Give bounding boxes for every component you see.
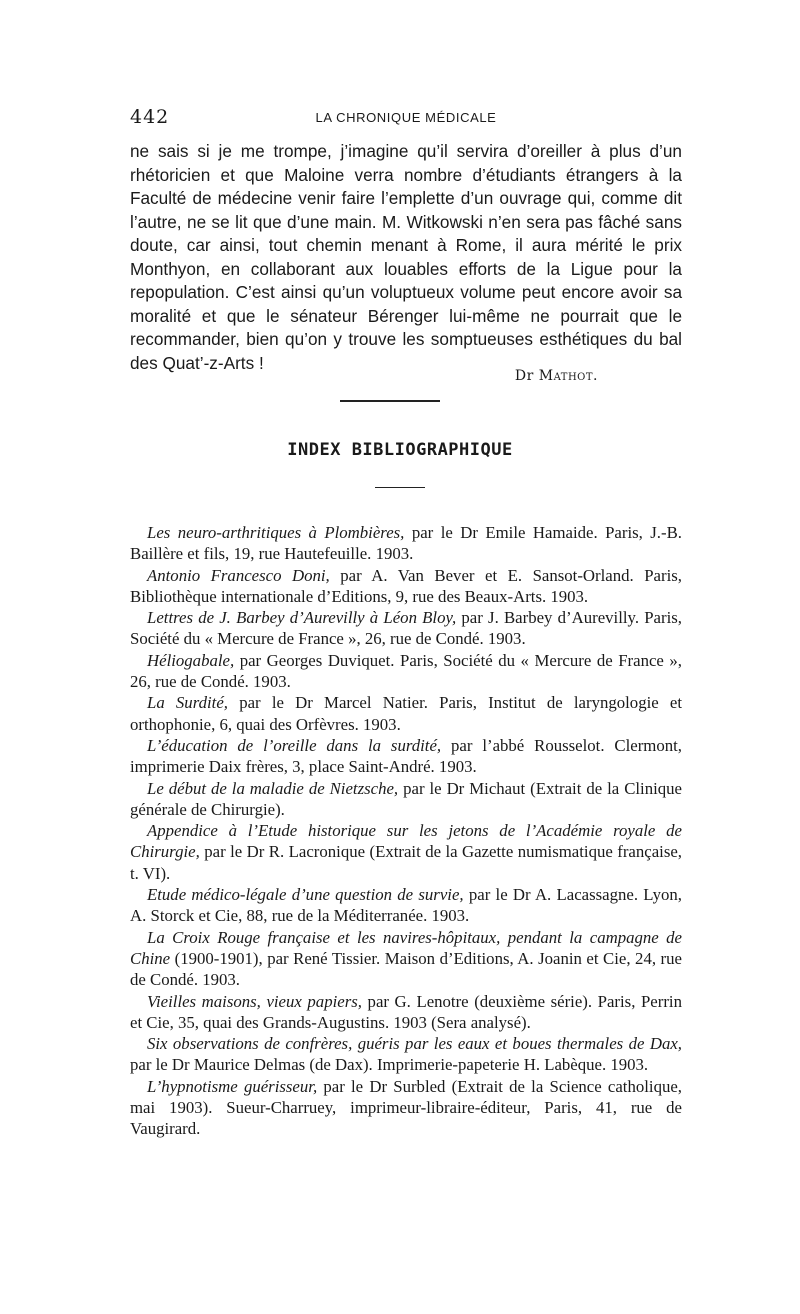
running-title: LA CHRONIQUE MÉDICALE: [315, 110, 497, 125]
entry-title: Etude médico-légale d’une question de survie,: [147, 885, 464, 905]
bibliography-entry: [130, 522, 682, 565]
section-title: INDEX BIBLIOGRAPHIQUE: [287, 440, 513, 460]
entry-title: La Croix Rouge française et les navires-hôpitaux, pendant la campagne de Chine: [130, 927, 682, 968]
entry-details: par G. Lenotre (deuxième série). Paris, Perrin et Cie, 35, quai des Grands-Augustins. 1903 (Sera analysé).: [130, 991, 682, 1032]
entry-details: par le Dr A. Lacassagne. Lyon, A. Storck et Cie, 88, rue de la Méditerranée. 1903.: [130, 885, 682, 926]
entry-title: Appendice à l’Etude historique sur les jetons de l’Académie royale de Chirurgie,: [130, 821, 682, 862]
entry-title: Les neuro-arthritiques à Plombières,: [147, 523, 405, 542]
section-divider: [340, 400, 440, 402]
entry-details: par le Dr Maurice Delmas (de Dax). Imprimerie-papeterie H. Labèque. 1903.: [130, 1055, 649, 1075]
entry-title: L’hypnotisme guérisseur,: [147, 1076, 318, 1096]
bibliography-entry: [130, 1033, 682, 1076]
entry-details: par Georges Duviquet. Paris, Société du « Mercure de France », 26, rue de Condé. 1903.: [130, 650, 682, 692]
entry-details: par J. Barbey d’Aurevilly. Paris, Société du « Mercure de France », 26, rue de Condé. 1903.: [130, 608, 682, 649]
signature-name: Mathot.: [538, 368, 598, 384]
entry-title: Lettres de J. Barbey d’Aurevilly à Léon Bloy,: [147, 608, 457, 628]
entry-details: par A. Van Bever et E. Sansot-Orland. Paris, Bibliothèque internationale d’Editions, 9, rue des Beaux-Arts. 1903.: [130, 565, 682, 606]
bibliography-entry: [130, 778, 682, 821]
bibliography-list: [130, 522, 682, 1140]
entry-title: Vieilles maisons, vieux papiers,: [147, 991, 362, 1011]
bibliography-entry: [130, 884, 682, 927]
bibliography-entry: [130, 820, 682, 884]
entry-details: par le Dr Michaut (Extrait de la Clinique générale de Chirurgie).: [130, 778, 683, 819]
entry-title: Antonio Francesco Doni,: [147, 565, 330, 585]
entry-title: La Surdité,: [147, 693, 228, 713]
entry-details: par le Dr Emile Hamaide. Paris, J.-B. Baillère et fils, 19, rue Hautefeuille. 1903.: [130, 523, 682, 564]
signature-prefix: Dr: [514, 368, 534, 384]
bibliography-entry: [130, 692, 682, 735]
entry-title: Six observations de confrères, guéris par les eaux et boues thermales de Dax,: [147, 1034, 682, 1054]
review-text: ne sais si je me trompe, j’imagine qu’il servira d’oreiller à plus d’un rhétoricien et que Maloine verra nombre d’étudiants étrangers à la Faculté de médecine venir faire l’emplette d’un ouvrage qui, comme dit l’autre, ne se lit que d’une main. M. Witkowski n’en sera pas fâché sans doute, car ainsi, tout chemin menant à Rome, il aura mérité le prix Monthyon, en collaborant aux louables efforts de la Ligue pour la repopulation. C’est ainsi qu’un voluptueux volume peut encore avoir sa moralité et que le sénateur Bérenger lui-même ne pourrait que le recommander, bien qu’on y trouve les somptueuses esthétiques du bal des Quat’-z-Arts !: [130, 141, 682, 373]
bibliography-entry: [130, 607, 682, 650]
bibliography-entry: [130, 650, 682, 693]
author-signature: [515, 368, 598, 384]
entry-title: L’éducation de l’oreille dans la surdité,: [147, 735, 442, 755]
entry-title: Le début de la maladie de Nietzsche,: [147, 778, 399, 798]
review-paragraph: [130, 140, 682, 375]
bibliography-entry: [130, 927, 682, 991]
entry-details: par le Dr Marcel Natier. Paris, Institut de laryngologie et orthophonie, 6, quai des Orfèvres. 1903.: [130, 693, 683, 734]
entry-details: (1900-1901), par René Tissier. Maison d’Editions, A. Joanin et Cie, 24, rue de Condé. 1903.: [130, 948, 682, 990]
entry-details: par l’abbé Rousselot. Clermont, imprimerie Daix frères, 3, place Saint-André. 1903.: [130, 735, 683, 777]
entry-details: par le Dr R. Lacronique (Extrait de la Gazette numismatique française, t. VI).: [130, 842, 682, 883]
entry-title: Héliogabale,: [147, 650, 235, 670]
page-number: 442: [130, 106, 170, 128]
bibliography-entry: [130, 991, 682, 1034]
bibliography-entry: [130, 565, 682, 608]
bibliography-entry: [130, 1076, 682, 1140]
page-header: [130, 106, 682, 130]
bibliography-entry: [130, 735, 682, 778]
entry-details: par le Dr Surbled (Extrait de la Science catholique, mai 1903). Sueur-Charruey, imprimeur-libraire-éditeur, Paris, 41, rue de Vaugirard.: [130, 1076, 682, 1139]
title-underline: [375, 487, 425, 488]
